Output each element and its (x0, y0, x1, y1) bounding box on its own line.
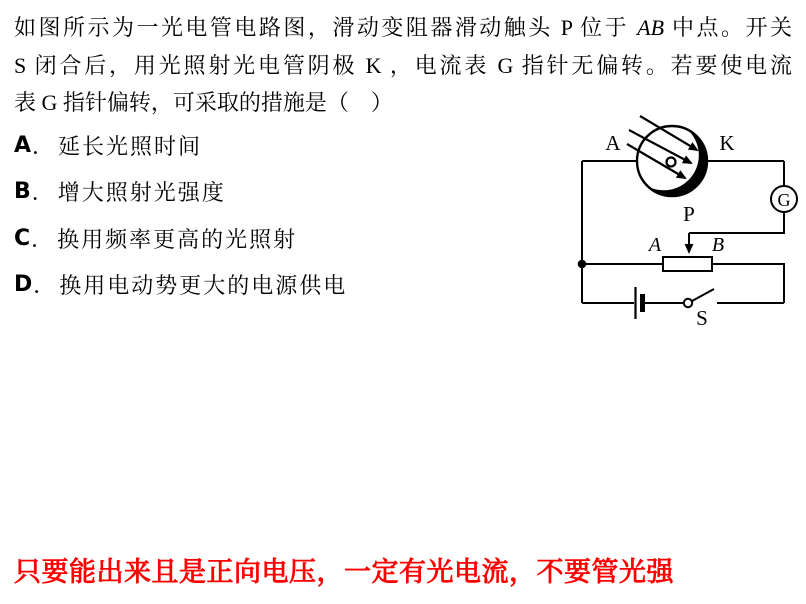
anode-dot (667, 158, 676, 167)
circuit-diagram (570, 103, 806, 338)
phototube-symbol (627, 116, 707, 197)
question-line-1-part1: 如图所示为一光电管电路图，滑动变阻器滑动触头 P 位于 (14, 15, 638, 40)
rheostat-b-label: B (711, 234, 725, 256)
option-a (14, 122, 347, 169)
junction-dot (578, 260, 587, 269)
question-line-1 (14, 9, 792, 47)
option-a-letter: A (14, 132, 32, 158)
option-b-letter: B (14, 179, 31, 205)
tube-cathode-label: K (719, 131, 735, 155)
galvanometer-label: G (777, 190, 791, 210)
option-c-letter: C (14, 225, 31, 251)
option-d-separator: ． (33, 273, 56, 299)
switch-symbol (684, 289, 714, 307)
option-c-separator: ． (31, 226, 54, 252)
option-b (14, 169, 347, 216)
option-b-text: 增大照射光强度 (57, 180, 226, 206)
teacher-note: 只要能出来且是正向电压，一定有光电流，不要管光强 (14, 557, 674, 588)
option-d-text: 换用电动势更大的电源供电 (59, 273, 348, 299)
question-line-2: S 闭合后，用光照射光电管阴极 K ，电流表 G 指针无偏转。若要使电流 (14, 52, 792, 78)
rheostat-a-label: A (648, 234, 662, 256)
question-line-1-part2: 中点。开关 (664, 15, 792, 40)
switch-label: S (696, 306, 708, 330)
question-line-3: 表 G 指针偏转，可采取的措施是（ ） (14, 90, 393, 115)
option-d-letter: D (14, 272, 33, 298)
slider-label: P (683, 202, 695, 226)
rheostat-symbol (663, 233, 712, 271)
option-b-separator: ． (31, 180, 54, 206)
option-a-separator: ． (32, 133, 55, 159)
question-line-1-italic-AB: AB (637, 15, 665, 40)
option-a-text: 延长光照时间 (58, 133, 203, 159)
battery-symbol (636, 287, 643, 319)
options-list (14, 122, 347, 308)
option-c (14, 215, 347, 262)
tube-anode-label: A (605, 131, 621, 155)
option-d (14, 262, 347, 309)
galvanometer-symbol (771, 186, 797, 212)
option-c-text: 换用频率更高的光照射 (57, 226, 298, 252)
